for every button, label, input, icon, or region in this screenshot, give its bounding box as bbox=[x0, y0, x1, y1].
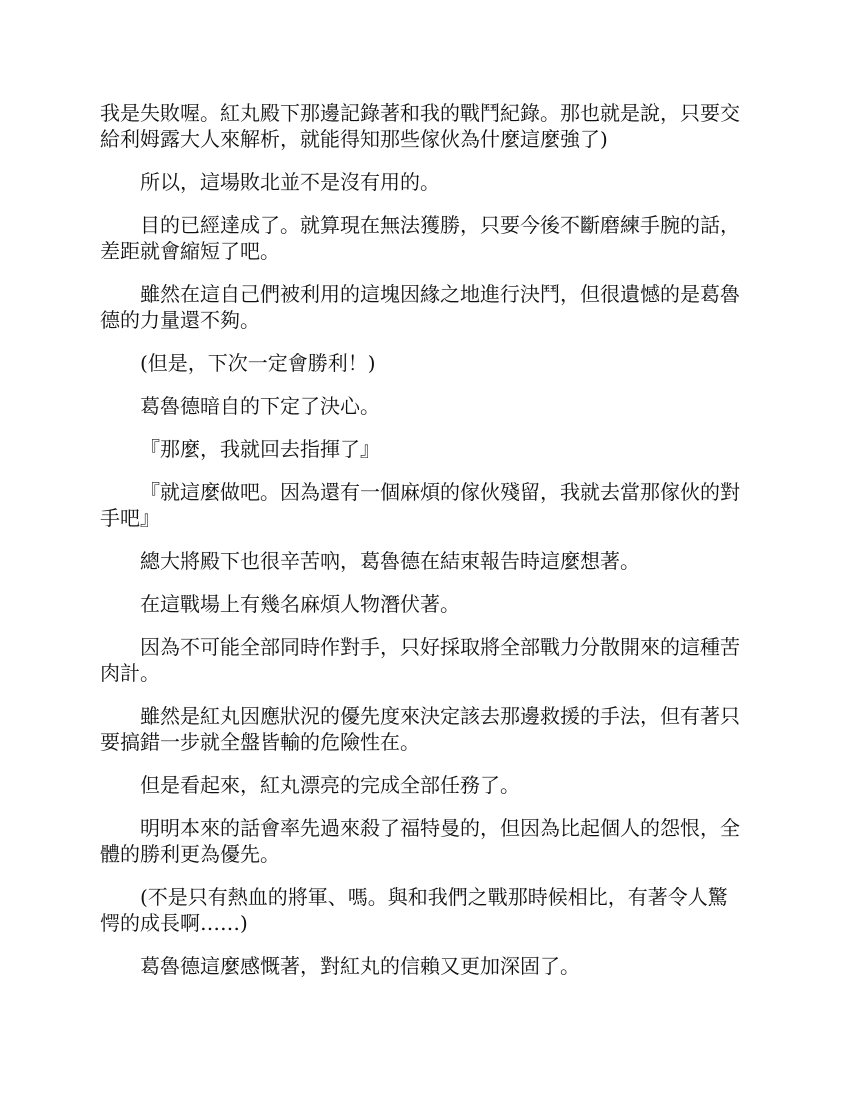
paragraph-2: 所以，這場敗北並不是沒有用的。 bbox=[140, 170, 440, 194]
paragraph-4: 雖然在這自己們被利用的這塊因緣之地進行決鬥，但很遺憾的是葛魯德的力量還不夠。 bbox=[100, 282, 740, 332]
paragraph-10: 在這戰場上有幾名麻煩人物潛伏著。 bbox=[140, 592, 460, 616]
paragraph-15: (不是只有熱血的將軍、嗎。與和我們之戰那時候相比，有著令人驚愕的成長啊……) bbox=[100, 885, 728, 935]
paragraph-3: 目的已經達成了。就算現在無法獲勝，只要今後不斷磨練手腕的話，差距就會縮短了吧。 bbox=[100, 213, 740, 263]
paragraph-13: 但是看起來，紅丸漂亮的完成全部任務了。 bbox=[140, 773, 520, 797]
paragraph-6: 葛魯德暗自的下定了決心。 bbox=[140, 394, 380, 418]
paragraph-8: 『就這麼做吧。因為還有一個麻煩的傢伙殘留，我就去當那傢伙的對手吧』 bbox=[100, 480, 740, 530]
paragraph-14: 明明本來的話會率先過來殺了福特曼的，但因為比起個人的怨恨，全體的勝利更為優先。 bbox=[100, 816, 740, 866]
paragraph-5: (但是，下次一定會勝利！) bbox=[140, 351, 376, 375]
paragraph-16: 葛魯德這麼感慨著，對紅丸的信賴又更加深固了。 bbox=[140, 954, 580, 978]
paragraph-1: 我是失敗喔。紅丸殿下那邊記錄著和我的戰鬥紀錄。那也就是說，只要交給利姆露大人來解析，就能得知那些傢伙為什麼這麼強了) bbox=[100, 101, 740, 151]
paragraph-9: 總大將殿下也很辛苦吶，葛魯德在結束報告時這麼想著。 bbox=[140, 549, 640, 573]
paragraph-7: 『那麼，我就回去指揮了』 bbox=[140, 437, 380, 461]
paragraph-12: 雖然是紅丸因應狀況的優先度來決定該去那邊救援的手法，但有著只要搞錯一步就全盤皆輸的危險性在。 bbox=[100, 704, 740, 754]
paragraph-11: 因為不可能全部同時作對手，只好採取將全部戰力分散開來的這種苦肉計。 bbox=[100, 635, 740, 685]
